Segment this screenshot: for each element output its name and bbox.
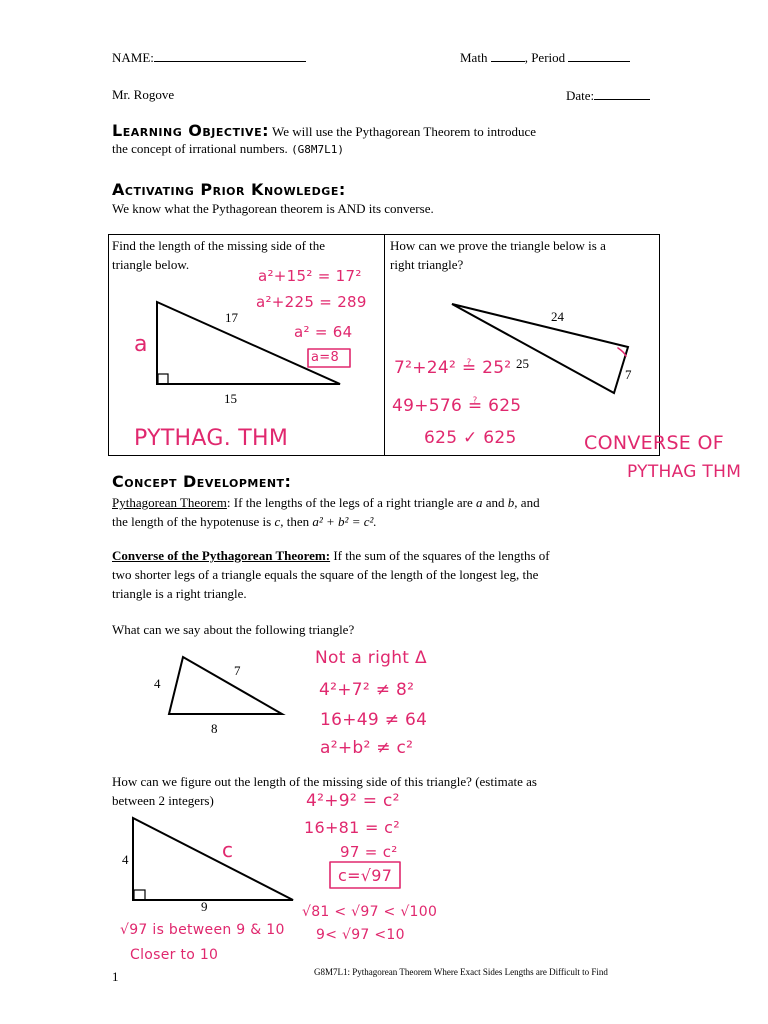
hw-right-eq2: 49+576 ≟ 625 xyxy=(392,396,522,416)
hw2-line1: 4²+9² = c² xyxy=(306,791,400,811)
pyth-a: a xyxy=(476,495,483,510)
right-triangle xyxy=(452,304,628,393)
converse-line2: two shorter legs of a triangle equals the square of the length of the longest leg, the xyxy=(112,567,539,582)
pyth-definition-line1 xyxy=(112,495,540,511)
hw1-line2: 4²+7² ≠ 8² xyxy=(319,680,415,700)
tri1-left-label: 4 xyxy=(154,676,161,691)
pyth-end: , and xyxy=(514,495,540,510)
hw2-line2: 16+81 = c² xyxy=(304,818,400,837)
converse-text1: If the sum of the squares of the lengths of xyxy=(330,548,550,563)
left-side-base: 15 xyxy=(224,391,237,406)
pyth-text2a: the length of the hypotenuse is xyxy=(112,514,275,529)
pyth-formula: a² + b² = c². xyxy=(312,514,377,529)
converse-label: Converse of the Pythagorean Theorem: xyxy=(112,548,331,563)
page-number: 1 xyxy=(112,969,119,984)
right-side-short: 7 xyxy=(625,367,632,382)
pyth-text2b: , then xyxy=(280,514,313,529)
left-prompt-line2: triangle below. xyxy=(112,257,190,272)
learning-objective-text2: the concept of irrational numbers. xyxy=(112,141,288,156)
triangle-4-9-c xyxy=(133,818,293,900)
right-prompt-line1: How can we prove the triangle below is a xyxy=(390,238,606,253)
tri1-right-label: 7 xyxy=(234,663,241,678)
right-angle-mark xyxy=(618,348,626,356)
learning-objective-title: Learning Objective: xyxy=(112,121,269,140)
date-label: Date: xyxy=(566,88,595,103)
hw-right-eq3: 625 ✓ 625 xyxy=(424,428,517,448)
hw-pythag-thm: PYTHAG. THM xyxy=(134,426,289,451)
learning-objective-text1: We will use the Pythagorean Theorem to introduce xyxy=(272,124,537,139)
prior-knowledge-intro: We know what the Pythagorean theorem is AND its converse. xyxy=(112,201,434,216)
hw1-line4: a²+b² ≠ c² xyxy=(320,738,414,758)
tri1-base-label: 8 xyxy=(211,721,218,736)
converse-line1 xyxy=(112,548,550,564)
left-side-hyp: 17 xyxy=(225,310,238,325)
hw1-line3: 16+49 ≠ 64 xyxy=(320,710,428,730)
triangle-4-7-8 xyxy=(169,657,282,714)
hw-left-eq1: a²+15² = 17² xyxy=(258,267,362,285)
pyth-text1: : If the lengths of the legs of a right triangle are xyxy=(226,495,477,510)
hw2-note1: √97 is between 9 & 10 xyxy=(120,922,285,938)
concept-title: Concept Development: xyxy=(112,472,292,491)
prior-knowledge-title: Activating Prior Knowledge: xyxy=(112,180,346,199)
right-side-hyp: 25 xyxy=(516,356,529,371)
hw-left-eq2: a²+225 = 289 xyxy=(256,293,367,311)
hw2-line5: 9< √97 <10 xyxy=(316,927,405,943)
name-label: NAME: xyxy=(112,50,154,65)
footer-text: G8M7L1: Pythagorean Theorem Where Exact Sides Lengths are Difficult to Find xyxy=(314,967,608,977)
tri2-base-label: 9 xyxy=(201,899,208,914)
teacher-name: Mr. Rogove xyxy=(112,87,175,102)
hw2-note2: Closer to 10 xyxy=(130,947,219,963)
pyth-b: b xyxy=(507,495,515,510)
question-1: What can we say about the following triangle? xyxy=(112,622,355,637)
hw1-line1: Not a right Δ xyxy=(315,648,427,668)
tri2-left-label: 4 xyxy=(122,852,129,867)
left-triangle xyxy=(157,302,340,384)
converse-line3: triangle is a right triangle. xyxy=(112,586,247,601)
hw2-line4: √81 < √97 < √100 xyxy=(302,904,438,920)
pyth-and: and xyxy=(482,495,508,510)
hw-left-answer: a=8 xyxy=(311,350,340,365)
lesson-code: (G8M7L1) xyxy=(291,143,345,156)
question-2-line1: How can we figure out the length of the missing side of this triangle? (estimate as xyxy=(112,774,537,789)
hw2-c-label: c xyxy=(222,838,234,862)
right-prompt-line2: right triangle? xyxy=(390,257,464,272)
pyth-c: c xyxy=(274,514,281,529)
left-prompt-line1: Find the length of the missing side of the xyxy=(112,238,326,253)
hw2-line3: 97 = c² xyxy=(340,843,398,861)
pyth-theorem-label: Pythagorean Theorem xyxy=(112,495,227,510)
hw-right-eq1: 7²+24² ≟ 25² xyxy=(394,358,512,378)
math-label: Math xyxy=(460,50,488,65)
hw-converse-line1: CONVERSE OF xyxy=(584,432,724,454)
hw2-answer: c=√97 xyxy=(338,866,393,885)
right-side-top: 24 xyxy=(551,309,564,324)
pyth-definition-line2 xyxy=(112,514,377,530)
hw-a-label: a xyxy=(134,332,148,357)
question-2-line2: between 2 integers) xyxy=(112,793,214,808)
hw-left-eq3: a² = 64 xyxy=(294,323,353,341)
period-label: , Period xyxy=(524,50,566,65)
hw-converse-line2: PYTHAG THM xyxy=(627,462,742,482)
